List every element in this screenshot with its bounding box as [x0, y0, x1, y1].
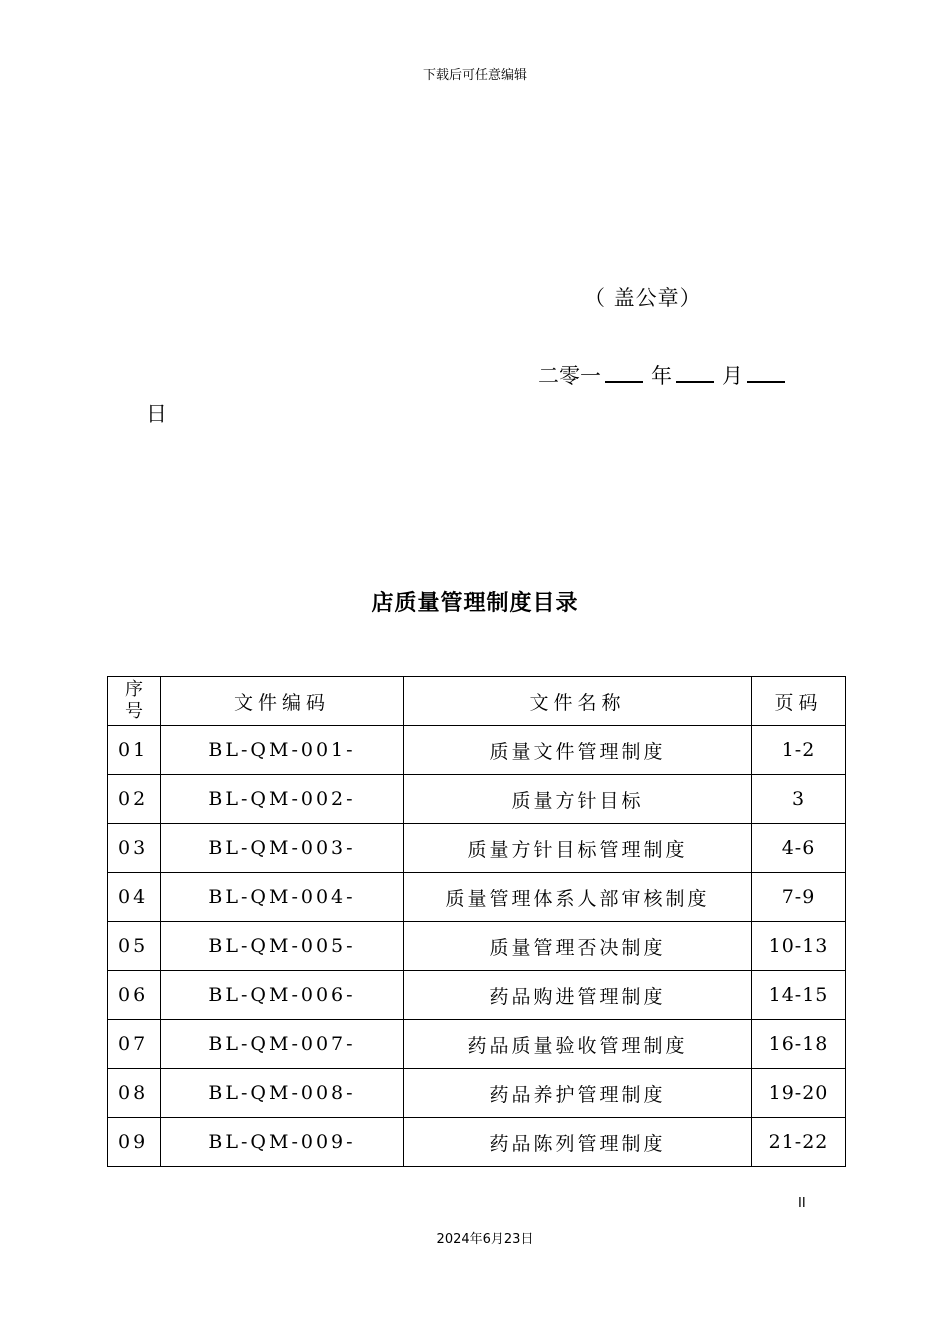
document-title: 店质量管理制度目录 — [371, 591, 579, 616]
row-no: 02 — [108, 775, 161, 824]
row-code: BL-QM-004- — [161, 873, 404, 922]
page-number: II — [798, 1196, 806, 1211]
header-code: 文件编码 — [161, 677, 404, 726]
header-note: 下载后可任意编辑 — [422, 68, 527, 83]
row-name: 药品陈列管理制度 — [404, 1118, 752, 1167]
row-no: 04 — [108, 873, 161, 922]
table-row — [108, 971, 846, 1020]
row-code: BL-QM-001- — [161, 726, 404, 775]
row-code: BL-QM-005- — [161, 922, 404, 971]
row-no: 03 — [108, 824, 161, 873]
row-code: BL-QM-008- — [161, 1069, 404, 1118]
row-name: 药品养护管理制度 — [404, 1069, 752, 1118]
table-row — [108, 824, 846, 873]
row-no: 05 — [108, 922, 161, 971]
table-row — [108, 873, 846, 922]
row-page: 10-13 — [752, 922, 846, 971]
row-page: 21-22 — [752, 1118, 846, 1167]
header-name: 文件名称 — [404, 677, 752, 726]
row-code: BL-QM-006- — [161, 971, 404, 1020]
row-name: 质量管理体系人部审核制度 — [404, 873, 752, 922]
row-no: 06 — [108, 971, 161, 1020]
row-name: 质量管理否决制度 — [404, 922, 752, 971]
date-year-label: 年 — [651, 364, 672, 388]
toc-table — [107, 676, 846, 1167]
header-no-label: 序 号 — [125, 679, 143, 722]
row-name: 质量方针目标管理制度 — [404, 824, 752, 873]
table-row — [108, 1069, 846, 1118]
year-blank — [605, 363, 643, 383]
row-name: 质量方针目标 — [404, 775, 752, 824]
header-no — [108, 677, 161, 726]
row-no: 08 — [108, 1069, 161, 1118]
date-month-label: 月 — [722, 364, 743, 388]
row-code: BL-QM-002- — [161, 775, 404, 824]
table-row — [108, 726, 846, 775]
row-no: 01 — [108, 726, 161, 775]
row-code: BL-QM-003- — [161, 824, 404, 873]
row-code: BL-QM-007- — [161, 1020, 404, 1069]
row-page: 4-6 — [752, 824, 846, 873]
table-row — [108, 1020, 846, 1069]
table-row — [108, 1118, 846, 1167]
row-no: 09 — [108, 1118, 161, 1167]
row-page: 14-15 — [752, 971, 846, 1020]
date-line — [538, 360, 793, 390]
row-page: 1-2 — [752, 726, 846, 775]
row-name: 质量文件管理制度 — [404, 726, 752, 775]
day-blank — [747, 363, 785, 383]
row-name: 药品质量验收管理制度 — [404, 1020, 752, 1069]
date-prefix: 二零一 — [538, 364, 601, 388]
table-row — [108, 922, 846, 971]
footer-date: 2024年6月23日 — [436, 1232, 534, 1247]
row-code: BL-QM-009- — [161, 1118, 404, 1167]
month-blank — [676, 363, 714, 383]
row-page: 19-20 — [752, 1069, 846, 1118]
date-day-label: 日 — [146, 402, 167, 426]
row-page: 3 — [752, 775, 846, 824]
table-row — [108, 775, 846, 824]
row-page: 16-18 — [752, 1020, 846, 1069]
row-page: 7-9 — [752, 873, 846, 922]
row-name: 药品购进管理制度 — [404, 971, 752, 1020]
seal-placeholder: （ 盖公章） — [584, 286, 702, 310]
row-no: 07 — [108, 1020, 161, 1069]
table-header-row — [108, 677, 846, 726]
header-page: 页码 — [752, 677, 846, 726]
